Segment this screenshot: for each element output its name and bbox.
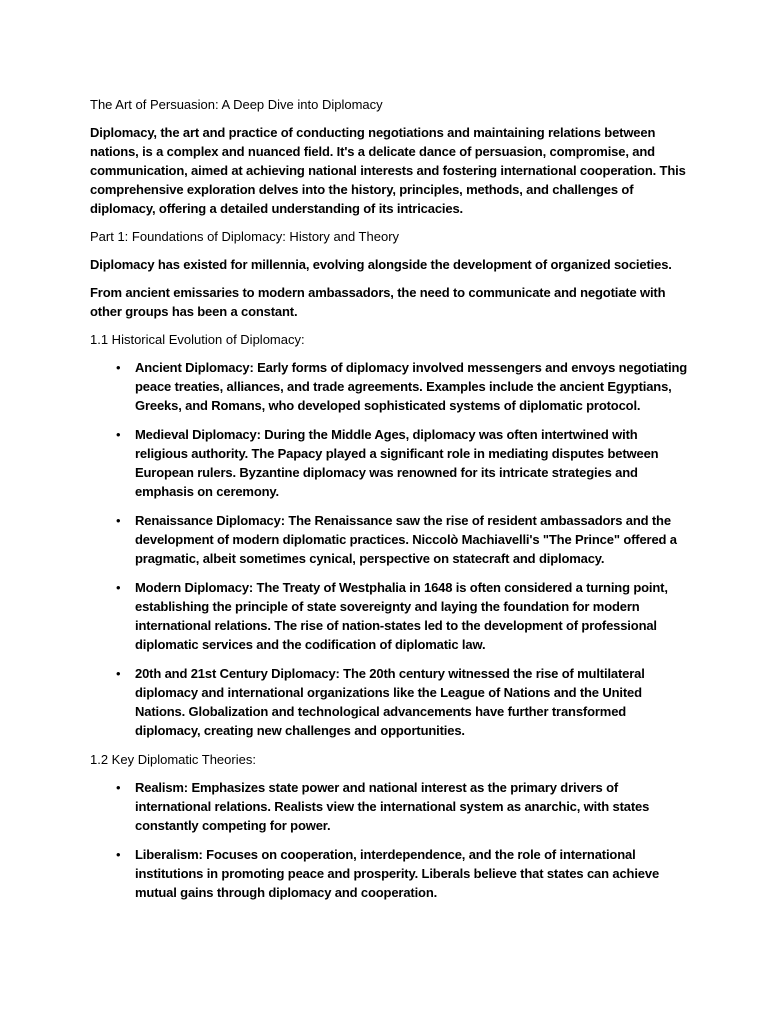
- list-item-text: Realism: Emphasizes state power and national interest as the primary drivers of international relations. Realists view the international system as anarchic, with states constantly competing for power.: [135, 780, 650, 833]
- list-item-text: Medieval Diplomacy: During the Middle Ages, diplomacy was often intertwined with religious authority. The Papacy played a significant role in mediating disputes between European rulers. Byzantine diplomacy was renowned for its intricate strategies and emphasis on ceremony.: [135, 427, 659, 499]
- list-item-text: Renaissance Diplomacy: The Renaissance saw the rise of resident ambassadors and the development of modern diplomatic practices. Niccolò Machiavelli's "The Prince" offered a pragmatic, albeit sometimes cynical, perspective on statecraft and diplomacy.: [135, 513, 677, 566]
- document-title: The Art of Persuasion: A Deep Dive into Diplomacy: [90, 97, 383, 112]
- list-item: [90, 511, 688, 568]
- bullet-icon: •: [116, 666, 121, 681]
- bullet-icon: •: [116, 580, 121, 595]
- list-item-text: Ancient Diplomacy: Early forms of diplomacy involved messengers and envoys negotiating peace treaties, alliances, and trade agreements. Examples include the ancient Egyptians, Greeks, and Romans, who developed sophisticated systems of diplomatic protocol.: [135, 360, 688, 413]
- list-item-text: Modern Diplomacy: The Treaty of Westphalia in 1648 is often considered a turning point, establishing the principle of state sovereignty and laying the foundation for modern international relations. The rise of nation-states led to the development of professional diplomatic services and the codification of diplomatic law.: [135, 580, 668, 652]
- section-1-2-list: [90, 778, 688, 902]
- part1-heading: Part 1: Foundations of Diplomacy: History and Theory: [90, 229, 400, 244]
- bullet-icon: •: [116, 427, 121, 442]
- list-item: [90, 664, 688, 740]
- section-1-2-heading: 1.2 Key Diplomatic Theories:: [90, 752, 256, 767]
- list-item-text: 20th and 21st Century Diplomacy: The 20th century witnessed the rise of multilateral diplomacy and international organizations like the League of Nations and the United Nations. Globalization and technological advancements have further transformed diplomacy, creating new challenges and opportunities.: [135, 666, 645, 738]
- part1-paragraph-1: Diplomacy has existed for millennia, evolving alongside the development of organized societies.: [90, 257, 672, 272]
- intro-paragraph: Diplomacy, the art and practice of conducting negotiations and maintaining relations between nations, is a complex and nuanced field. It's a delicate dance of persuasion, compromise, and communication, aimed at achieving national interests and fostering international cooperation. This comprehensive exploration delves into the history, principles, methods, and challenges of diplomacy, offering a detailed understanding of its intricacies.: [90, 125, 686, 216]
- list-item: [90, 425, 688, 501]
- list-item: [90, 358, 688, 415]
- section-1-1-heading: 1.1 Historical Evolution of Diplomacy:: [90, 332, 305, 347]
- list-item: [90, 778, 688, 835]
- section-1-1-list: [90, 358, 688, 740]
- list-item: [90, 845, 688, 902]
- list-item: [90, 578, 688, 654]
- bullet-icon: •: [116, 780, 121, 795]
- bullet-icon: •: [116, 513, 121, 528]
- bullet-icon: •: [116, 847, 121, 862]
- list-item-text: Liberalism: Focuses on cooperation, interdependence, and the role of international institutions in promoting peace and prosperity. Liberals believe that states can achieve mutual gains through diplomacy and cooperation.: [135, 847, 660, 900]
- part1-paragraph-2: From ancient emissaries to modern ambassadors, the need to communicate and negotiate with other groups has been a constant.: [90, 285, 666, 319]
- bullet-icon: •: [116, 360, 121, 375]
